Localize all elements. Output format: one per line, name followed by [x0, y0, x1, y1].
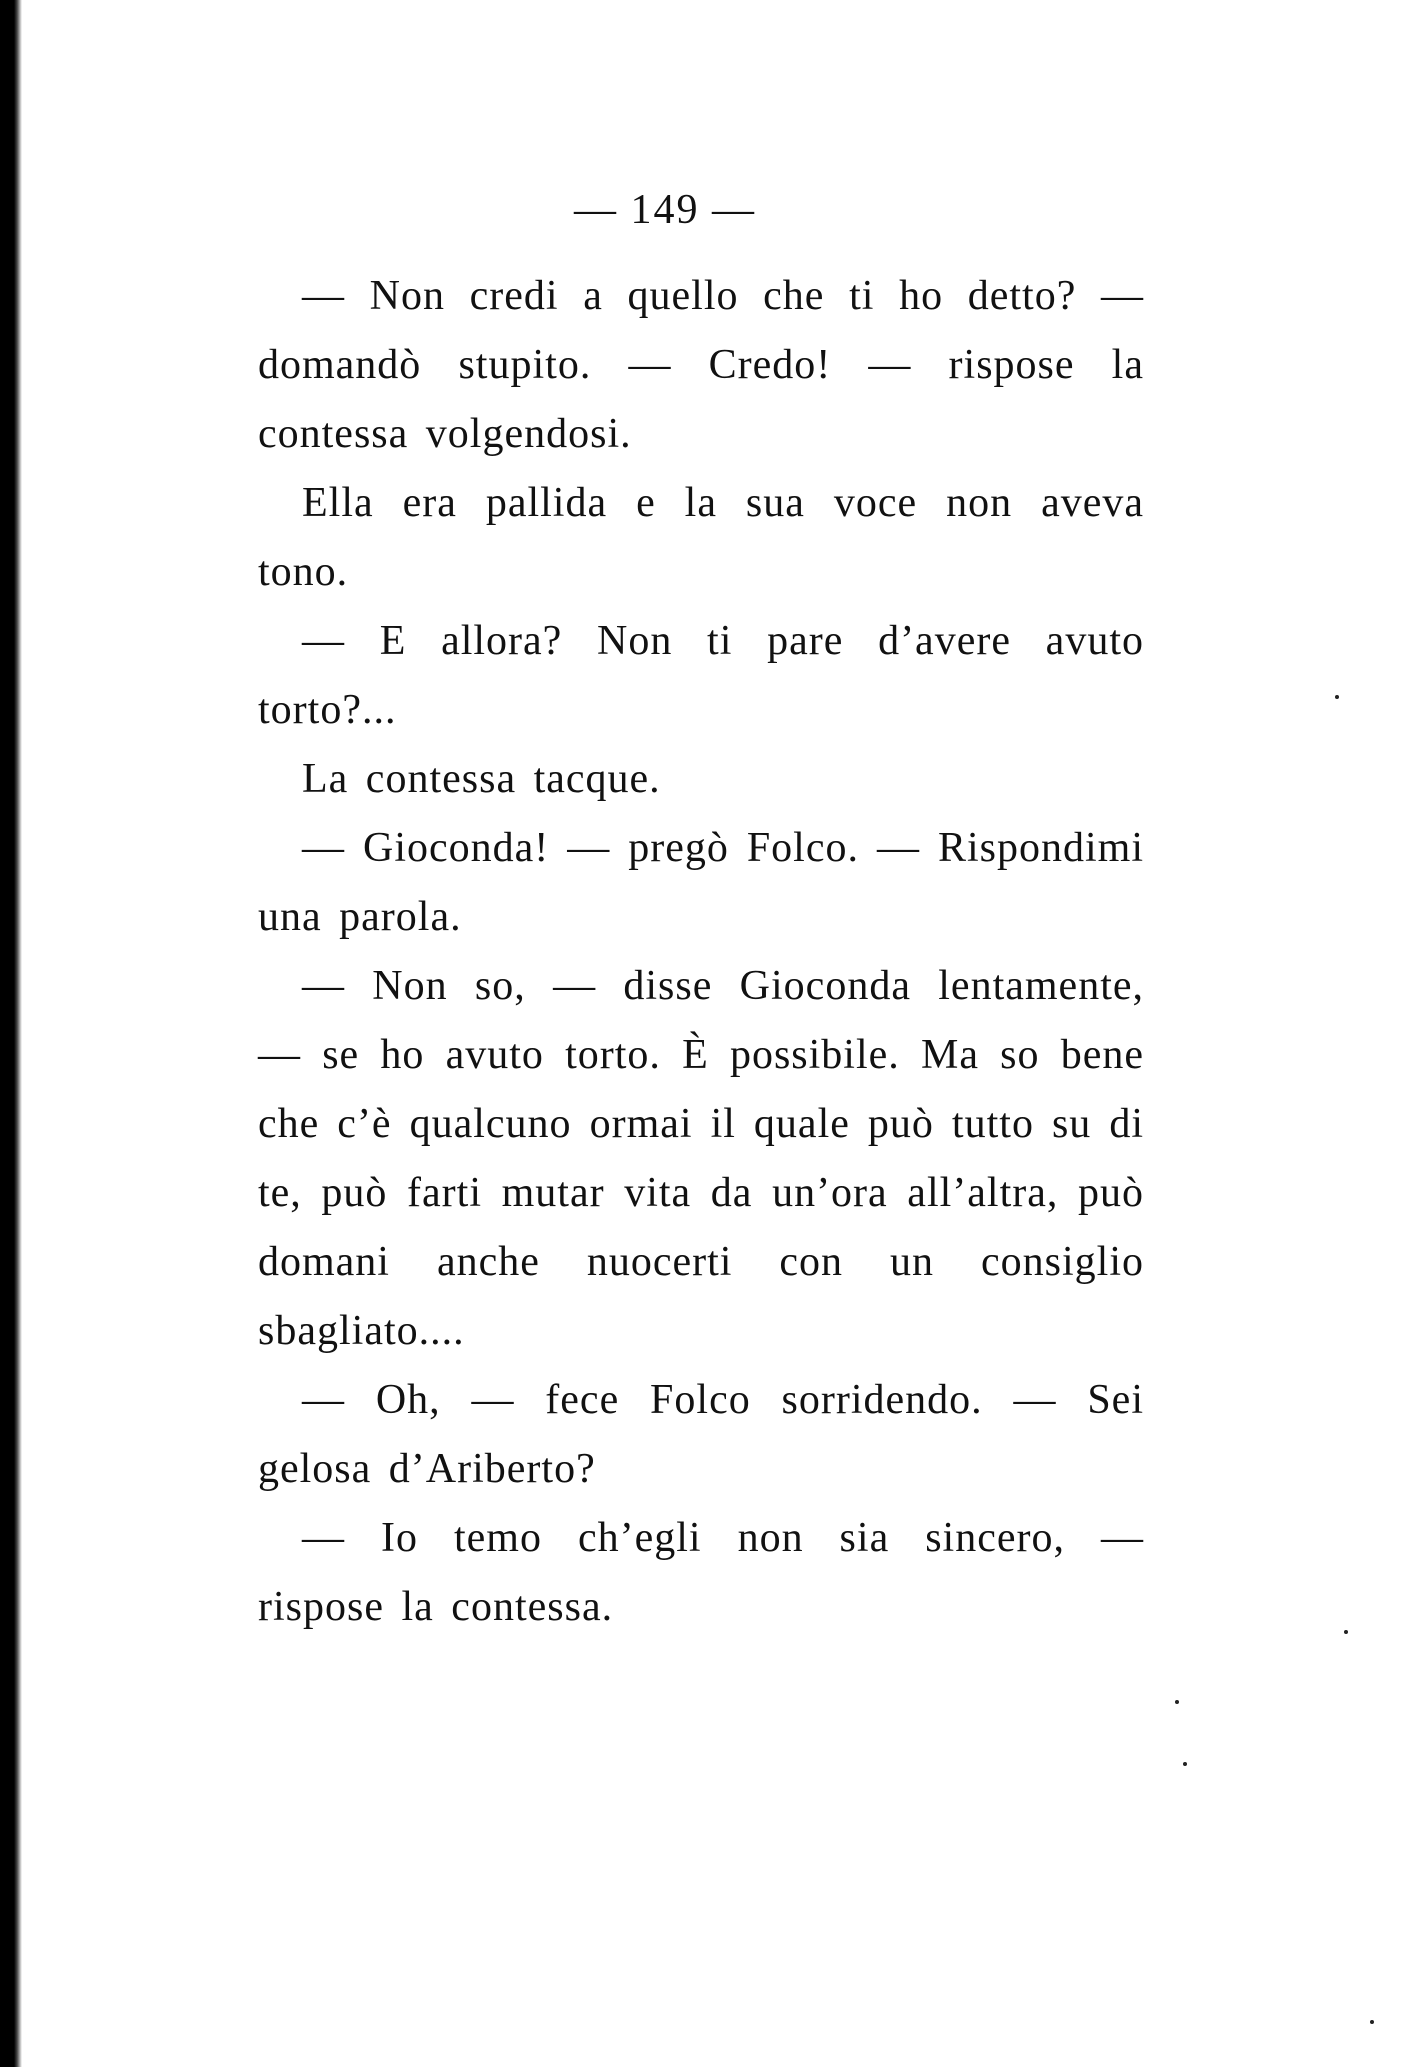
body-text — [258, 262, 1144, 1642]
scan-speck — [1370, 2020, 1374, 2024]
paragraph: — Gioconda! — pregò Folco. — Rispondimi una parola. — [258, 825, 1144, 940]
page-number: — 149 — — [574, 187, 756, 233]
paragraph: — Io temo ch’egli non sia sincero, — rispose la contessa. — [258, 1515, 1144, 1630]
book-binding-edge — [0, 0, 22, 2067]
scan-speck — [1175, 1700, 1179, 1704]
paragraph: — Non credi a quello che ti ho detto? — domandò stupito. — Credo! — rispose la contessa volgendosi. — [258, 273, 1144, 457]
paragraph: La contessa tacque. — [302, 756, 661, 802]
paragraph: — Non so, — disse Gioconda lentamente, — se ho avuto torto. È possibile. Ma so bene che c’è qualcuno ormai il quale può tutto su di te, può farti mutar vita da un’ora all’altra, può domani anche nuocerti con un consiglio sbagliato.... — [258, 963, 1144, 1354]
scan-speck — [1344, 1630, 1348, 1634]
scan-speck — [1183, 1762, 1187, 1766]
paragraph: — Oh, — fece Folco sorridendo. — Sei gelosa d’Ariberto? — [258, 1377, 1144, 1492]
paragraph: — E allora? Non ti pare d’avere avuto torto?... — [258, 618, 1144, 733]
paragraph: Ella era pallida e la sua voce non aveva tono. — [258, 480, 1144, 595]
scan-speck — [1335, 695, 1339, 699]
